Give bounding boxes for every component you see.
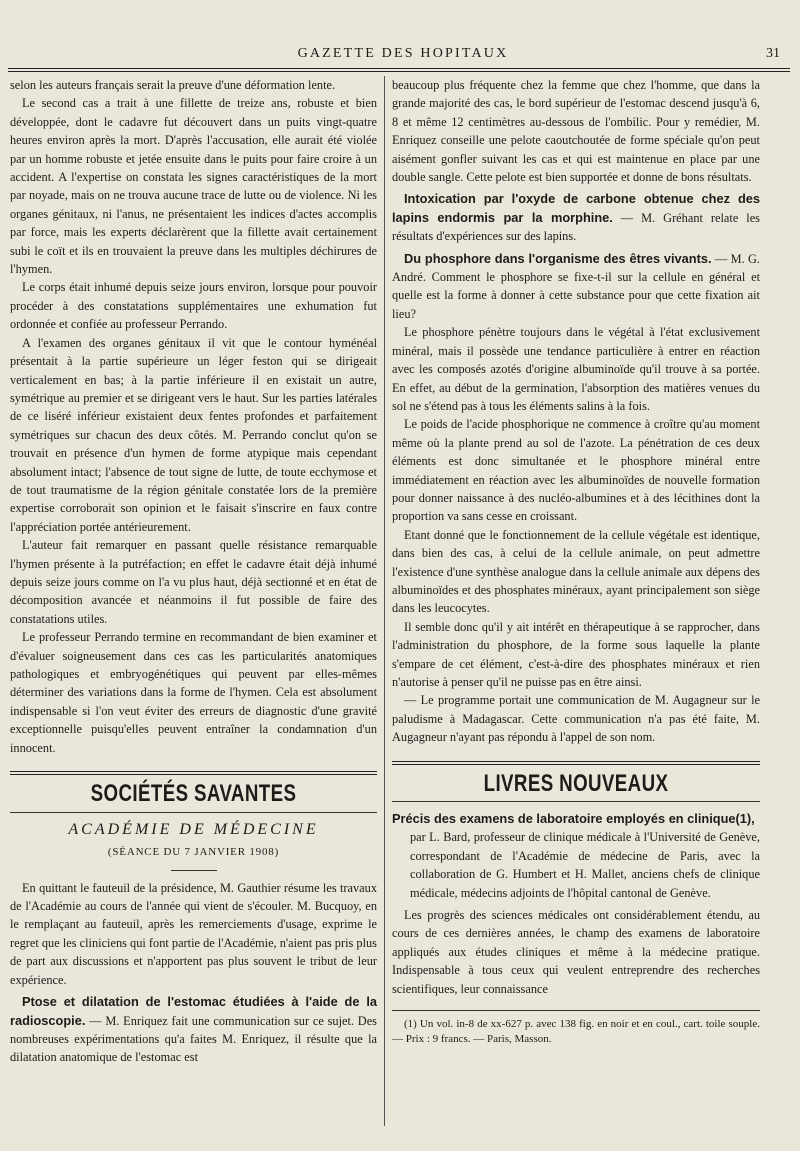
paragraph: Il semble donc qu'il y ait intérêt en thérapeutique à se rapprocher, dans l'administration du phosphore, de la forme sous laquelle la plante s'empare de cet élément, c'est-à-dire des phosphates minéraux et rien n'autorise à penser qu'il ne puisse pas en être ainsi. xyxy=(392,619,760,689)
paragraph-ptose xyxy=(10,993,377,1067)
footnote-rule xyxy=(392,1010,760,1011)
right-column xyxy=(392,76,760,1047)
paragraph: beaucoup plus fréquente chez la femme que chez l'homme, que dans la grande majorité des cas, le bord supérieur de l'estomac descend jusqu'à 6, 8 et même 12 centimètres au-dessous de l'ombilic. Pour y remédier, M. Enriquez conseille une pelote caoutchoutée de forme spéciale qu'on peut aisément gonfler suivant les cas et qui est maintenue en place par une double sangle. Cette pelote est bien supportée et donne de bons résultats. xyxy=(392,78,760,185)
section-rule xyxy=(392,761,760,765)
section-rule xyxy=(392,801,760,802)
topic-text: — M. G. André. Comment le phosphore se fixe-t-il sur la cellule en général et quelle est la forme à donner à cette substance pour que cette fixation ait lieu? xyxy=(392,251,761,321)
paragraph: Les progrès des sciences médicales ont considérablement étendu, au cours de ces dernières années, le champ des examens de laboratoire appliqués aux études cliniques et même à la médecine pratique. Indispensable à tous ceux qui veulent entreprendre des recherches scientifiques, leur connaissance xyxy=(392,908,760,996)
paragraph: L'auteur fait remarquer en passant quelle résistance remarquable l'hymen présente à la putréfaction; en effet le cadavre était déjà inhumé depuis seize jours comme on l'a vu plus haut, déjà sectionné et en état de décomposition avancée et néanmoins il fut possible de faire des constatations utiles. xyxy=(10,538,377,626)
section-title-societes: SOCIÉTÉS SAVANTES xyxy=(90,780,297,808)
column-divider xyxy=(384,76,385,1126)
subsection-title-academie: ACADÉMIE DE MÉDECINE xyxy=(68,820,319,838)
paragraph: Le phosphore pénètre toujours dans le végétal à l'état exclusivement minéral, mais il possède une tendance particulière à entrer en réaction avec les composés azotés d'origine albuminoïde qu'il trouve à sa portée. En effet, au début de la germination, l'absorption des matières venues du sol ne s'étend pas à tous les éléments salins à la fois. xyxy=(392,325,760,413)
section-rule xyxy=(10,771,377,775)
page-number: 31 xyxy=(766,46,780,61)
paragraph-phosphore xyxy=(392,250,760,324)
topic-text: — M. Gréhant relate les résultats d'expériences sur des lapins. xyxy=(392,210,760,244)
paragraph-intoxication xyxy=(392,190,760,245)
topic-text: — M. Enriquez fait une communication sur ce sujet. Des nombreuses expérimentations qu'a faites M. Enriquez, il résulte que la dilatation anatomique de l'estomac est xyxy=(10,1013,377,1065)
paragraph: Le poids de l'acide phosphorique ne commence à croître qu'au moment même où la plante prend au sol de l'azote. La pénétration de ces deux éléments est donc simultanée et le phosphore minéral entre immédiatement en réaction avec les albuminoïdes de nouvelle formation pour donner naissance à des nucléo-albumines et à des lécithines dont la proportion va sans cesse en croissant. xyxy=(392,417,760,524)
session-date: (SÉANCE DU 7 JANVIER 1908) xyxy=(107,846,280,859)
running-head xyxy=(20,44,786,68)
journal-title: GAZETTE DES HOPITAUX xyxy=(297,46,509,61)
header-rule xyxy=(8,68,790,72)
topic-heading-intoxication: Intoxication par l'oxyde de carbone obtenue chez des lapins endormis par la morphine. xyxy=(392,191,760,225)
footnote: (1) Un vol. in-8 de xx-627 p. avec 138 fig. en noir et en coul., cart. toile souple. — Prix : 9 francs. — Paris, Masson. xyxy=(392,1018,760,1046)
short-rule xyxy=(171,870,217,871)
book-title xyxy=(392,810,760,828)
paragraph: Le second cas a trait à une fillette de treize ans, robuste et bien développée, dont le cadavre fut découvert dans un puits vingt-quatre heures environ après la mort. D'après l'accusation, elle aurait été violée par un homme robuste et jetée ensuite dans le puits pour faire croire à un accident. A l'expertise on constata les signes caractéristiques de la mort par noyade, mais on ne trouva aucune trace de lutte ou de violence. Ni les organes génitaux, ni l'anus, ne présentaient les indices d'actes accomplis par force, mais les experts déclarèrent que la fillette avait certainement subi le coït et ils en trouvaient la preuve dans les multiples déchirures de l'hymen. xyxy=(10,96,377,277)
book-heading-precis: Précis des examens de laboratoire employés en clinique(1), xyxy=(392,811,755,827)
section-rule xyxy=(10,812,377,813)
paragraph: — Le programme portait une communication de M. Augagneur sur le paludisme à Madagascar. Cette communication n'a pas été faite, M. Augagneur n'ayant pas répondu à l'appel de son nom. xyxy=(392,693,760,745)
paragraph: A l'examen des organes génitaux il vit que le contour hyménéal présentait à la partie supérieure un léger feston qui se dirigeait verticalement en bas; à la partie inférieure il en existait un autre, symétrique au premier et se dirigeant vers le haut. Sur les parties latérales de ce liséré inférieur existaient deux fentes profondes et parfaitement symétriques sur chacun des deux côtés. M. Perrando conclut qu'on se trouvait en présence d'un hymen de forme atypique mais cependant absolument intact; l'absence de tout signe de lutte, de toute ecchymose et de tout traumatisme de la région génitale constatée lors de la première expertise corroborait son opinion et le faisait s'inscrire en faux contre l'appréciation portée antérieurement. xyxy=(10,335,377,534)
paragraph: Le professeur Perrando termine en recommandant de bien examiner et d'évaluer soigneusement dans ces cas les particularités anatomiques pathologiques et embryogénétiques qui peuvent par elles-mêmes déterminer des variations dans la forme de l'hymen. Cela est absolument indispensable si l'on veut éviter des erreurs de diagnostic d'une gravité exceptionnelle puisqu'elles peuvent entraîner la condamnation d'un innocent. xyxy=(10,630,377,755)
topic-heading-phosphore: Du phosphore dans l'organisme des êtres vivants. xyxy=(404,250,712,266)
paragraph: selon les auteurs français serait la preuve d'une déformation lente. xyxy=(10,78,336,92)
book-authors: par L. Bard, professeur de clinique médicale à l'Université de Genève, correspondant de l'Académie de médecine de Paris, avec la collaboration de G. Humbert et H. Mallet, anciens chefs de clinique médicale, médecins adjoints de l'hôpital cantonal de Genève. xyxy=(410,830,760,900)
topic-heading-ptose: Ptose et dilatation de l'estomac étudiées à l'aide de la radioscopie. xyxy=(10,994,377,1028)
left-column xyxy=(10,76,377,1067)
section-title-livres: LIVRES NOUVEAUX xyxy=(483,769,669,797)
paragraph: En quittant le fauteuil de la présidence, M. Gauthier résume les travaux de l'Académie au cours de l'année qui vient de s'écouler. M. Bucquoy, en le remplaçant au fauteuil, après les remerciements d'usage, exprime le regret que les cliniciens qui font partie de l'Académie, n'aient pas pris plus de part aux discussions et n'apportent pas plus souvent le tribut de leur expérience. xyxy=(10,880,377,987)
paragraph: Etant donné que le fonctionnement de la cellule végétale est identique, dans bien des cas, à celui de la cellule animale, on peut admettre l'existence d'une synthèse analogue dans la cellule animale aux dépens des albuminoïdes et des phosphates minéraux, ayant principalement son siège dans les leucocytes. xyxy=(392,527,760,616)
paragraph: Le corps était inhumé depuis seize jours environ, lorsque pour pouvoir procéder à des constatations supplémentaires une exhumation fut ordonnée et confiée au professeur Perrando. xyxy=(10,280,377,332)
